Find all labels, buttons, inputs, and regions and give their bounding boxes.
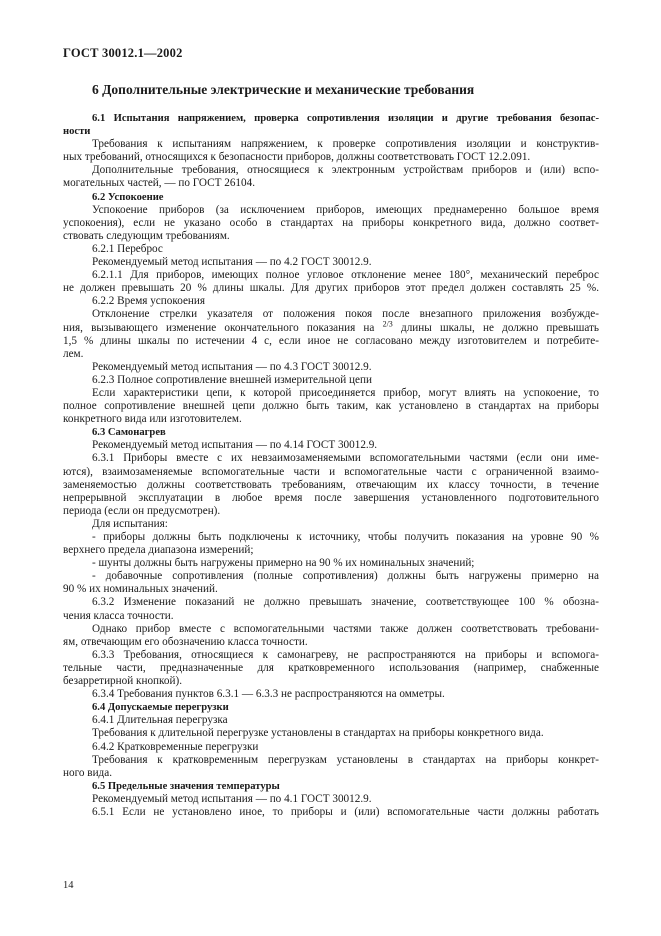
text-line: Рекомендуемый метод испытания — по 4.2 ГОСТ 30012.9. <box>92 256 372 269</box>
text-line: безарретирной кнопкой). <box>63 675 182 688</box>
text-line: Для испытания: <box>92 517 168 530</box>
clause-heading: 6.4 Допускаемые перегрузки <box>92 702 229 714</box>
text-line: не должен превышать 20 % длины шкалы. Для других приборов этот предел должен составлять 25 %. <box>63 282 599 295</box>
subclause-heading: 6.2.1 Переброс <box>92 242 163 255</box>
text-fragment: ния, вызывающего изменение окончательного показания на <box>63 321 383 334</box>
text-line: Требования к кратковременным перегрузкам установлены в стандартах на приборы конкрет- <box>92 753 599 766</box>
text-line: ям, отвечающим его обозначению класса точности. <box>63 635 308 648</box>
text-line: полное сопротивление внешней цепи должно быть таким, как установлено в стандартах на приборы <box>63 400 599 413</box>
text-line: Рекомендуемый метод испытания — по 4.14 ГОСТ 30012.9. <box>92 439 378 452</box>
text-fragment: длины шкалы, не должно превышать <box>401 321 600 334</box>
text-line: непрерывной эксплуатации в любое время после завершения установленного подготовительного <box>63 491 599 504</box>
text-line: Успокоение приборов (за исключением приборов, имеющих преднамеренно большое время <box>92 203 599 216</box>
subclause-heading: 6.4.2 Кратковременные перегрузки <box>92 740 259 753</box>
text-line: успокоения), если не указано особо в стандартах на приборы конкретного вида, должно соответ- <box>63 216 599 229</box>
clause-heading: 6.5 Предельные значения температуры <box>92 780 280 792</box>
text-line: Отклонение стрелки указателя от положения покоя после внезапного приложения возбужде- <box>92 308 599 321</box>
subclause-heading: 6.2.2 Время успокоения <box>92 295 206 308</box>
text-line: 6.3.2 Изменение показаний не должно превышать значение, соответствующее 100 % обозна- <box>92 596 599 609</box>
text-line: ных требований, относящихся к безопасности приборов, должны соответствовать ГОСТ 12.2.091. <box>63 151 531 164</box>
text-line: ются), взаимозаменяемые вспомогательные части и вспомогательные части с ограниченной взаимо- <box>63 465 599 478</box>
subclause-heading: 6.2.3 Полное сопротивление внешней измерительной цепи <box>92 373 372 386</box>
text-line: 6.5.1 Если не установлено иное, то приборы и (или) вспомогательные части должны работать <box>92 805 599 818</box>
text-line: 6.3.3 Требования, относящиеся к самонагреву, не распространяются на приборы и вспомога- <box>92 648 599 661</box>
document-header: ГОСТ 30012.1—2002 <box>63 46 183 60</box>
page-number: 14 <box>63 880 74 891</box>
text-line: конкретного вида или изготовителем. <box>63 413 242 426</box>
text-line: чения класса точности. <box>63 609 174 622</box>
text-line: Однако прибор вместе с вспомогательными частями также должен соответствовать требовани- <box>92 622 599 635</box>
list-item: - добавочные сопротивления (полные сопротивления) должны быть нагружены примерно на <box>92 570 599 583</box>
text-line: Рекомендуемый метод испытания — по 4.1 ГОСТ 30012.9. <box>92 792 372 805</box>
clause-heading-cont: ности <box>63 126 91 138</box>
text-line: ного вида. <box>63 766 113 779</box>
text-line: 6.3.1 Приборы вместе с их невзаимозаменяемыми вспомогательными частями (если они име- <box>92 452 599 465</box>
text-line: тельные части, предназначенные для кратковременного использования (например, снабженные <box>63 661 599 674</box>
clause-heading: 6.3 Самонагрев <box>92 427 166 439</box>
text-line: Если характеристики цепи, к которой присоединяется прибор, могут влиять на успокоение, то <box>92 386 599 399</box>
text-line: Рекомендуемый метод испытания — по 4.3 ГОСТ 30012.9. <box>92 360 372 373</box>
fraction: 2/3 <box>382 318 393 328</box>
text-line: периода (если он предусмотрен). <box>63 504 221 517</box>
list-item: - приборы должны быть подключены к источнику, чтобы получить показания на уровне 90 % <box>92 531 599 543</box>
text-line: ствовать следующим требованиям. <box>63 229 230 242</box>
text-line: 1,5 % длины шкалы по истечении 4 с, если иное не согласовано между изготовителем и потребите- <box>63 334 599 347</box>
text-line: 6.2.1.1 Для приборов, имеющих полное угловое отклонение менее 180°, механический переброс <box>92 269 599 282</box>
text-line: 6.3.4 Требования пунктов 6.3.1 — 6.3.3 не распространяются на омметры. <box>92 688 445 701</box>
text-line: лем. <box>63 347 84 360</box>
subclause-heading: 6.4.1 Длительная перегрузка <box>92 714 228 727</box>
text-line: Требования к длительной перегрузке установлены в стандартах на приборы конкретного вида. <box>92 727 544 740</box>
clause-heading: 6.1 Испытания напряжением, проверка сопротивления изоляции и другие требования безопас- <box>92 113 599 124</box>
text-line: могательных частей, — по ГОСТ 26104. <box>63 177 255 190</box>
list-item-cont: верхнего предела диапазона измерений; <box>63 544 254 557</box>
list-item: - шунты должны быть нагружены примерно на 90 % их номинальных значений; <box>92 557 475 570</box>
text-line: Требования к испытаниям напряжением, к проверке сопротивления изоляции и конструктив- <box>92 138 599 151</box>
document-body <box>63 112 599 819</box>
text-line: Дополнительные требования, относящиеся к электронным устройствам приборов и (или) вспо- <box>92 164 599 177</box>
text-line: заменяемостью должны соответствовать требованиям, отвечающим их классу точности, в течение <box>63 478 599 491</box>
clause-heading: 6.2 Успокоение <box>92 191 164 203</box>
text-line-with-fraction <box>63 318 600 335</box>
section-title: 6 Дополнительные электрические и механические требования <box>92 82 475 97</box>
list-item-cont: 90 % их номинальных значений. <box>63 583 218 596</box>
